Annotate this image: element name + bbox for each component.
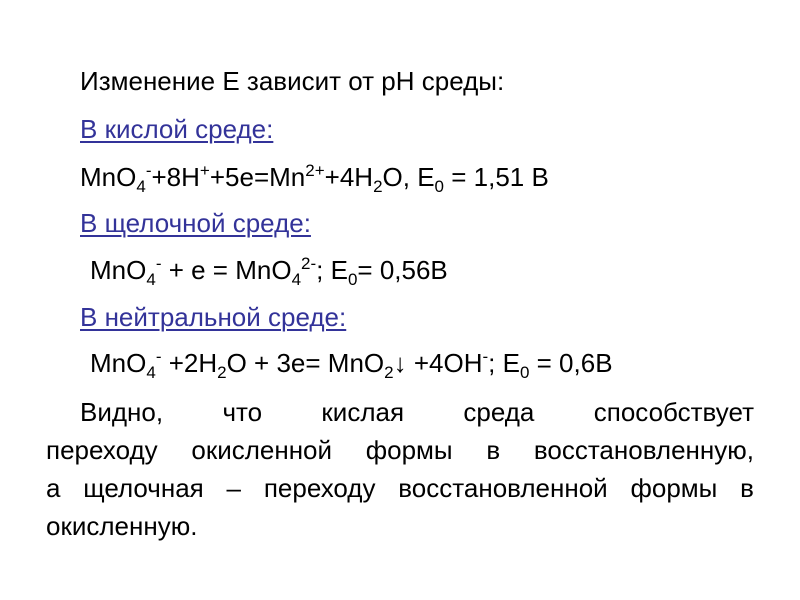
eq-text: MnO — [80, 162, 137, 192]
neutral-equation — [90, 347, 613, 382]
eq-subscript: 4 — [136, 177, 146, 196]
alkaline-equation — [90, 254, 448, 289]
eq-text: ; E — [488, 348, 520, 378]
eq-superscript: 2+ — [305, 161, 325, 180]
conclusion-line: Видно, что кислая среда способствует — [80, 397, 754, 427]
eq-text: O + 3e= MnO — [226, 348, 385, 378]
eq-text: MnO — [90, 348, 147, 378]
acidic-heading: В кислой среде: — [80, 114, 274, 144]
conclusion-line: а щелочная – переходу восстановленной формы в — [46, 473, 754, 503]
eq-subscript: 4 — [291, 270, 302, 289]
eq-superscript: - — [482, 347, 489, 366]
eq-text: + e = MnO — [161, 255, 292, 285]
eq-text: = 1,51 В — [444, 162, 549, 192]
eq-text: +5e=Mn — [209, 162, 306, 192]
conclusion-paragraph — [46, 393, 754, 545]
eq-text: O, E — [382, 162, 435, 192]
conclusion-line: окисленную. — [46, 511, 198, 541]
eq-superscript: 2- — [301, 254, 317, 273]
eq-text: +2H — [161, 348, 218, 378]
eq-subscript: 2 — [384, 363, 394, 382]
eq-text: = 0,6В — [529, 348, 613, 378]
eq-subscript: 0 — [519, 363, 530, 382]
eq-text: +8H — [151, 162, 200, 192]
acidic-equation — [80, 161, 549, 196]
conclusion-line: переходу окисленной формы в восстановленную, — [46, 435, 754, 465]
eq-subscript: 4 — [146, 270, 156, 289]
eq-subscript: 2 — [217, 363, 227, 382]
eq-text: +4H — [324, 162, 374, 192]
eq-text: ; E — [316, 255, 348, 285]
alkaline-heading: В щелочной среде: — [80, 208, 311, 238]
eq-superscript: - — [155, 254, 162, 273]
eq-superscript: - — [155, 347, 162, 366]
eq-superscript: - — [145, 161, 152, 180]
eq-subscript: 0 — [347, 270, 358, 289]
eq-text: MnO — [90, 255, 147, 285]
eq-subscript: 2 — [373, 177, 383, 196]
intro-text: Изменение E зависит от рН среды: — [80, 66, 505, 96]
neutral-heading: В нейтральной среде: — [80, 302, 347, 332]
eq-subscript: 4 — [146, 363, 156, 382]
eq-subscript: 0 — [434, 177, 445, 196]
eq-text: = 0,56В — [357, 255, 448, 285]
eq-text: ↓ +4OH — [393, 348, 483, 378]
eq-superscript: + — [199, 161, 210, 180]
